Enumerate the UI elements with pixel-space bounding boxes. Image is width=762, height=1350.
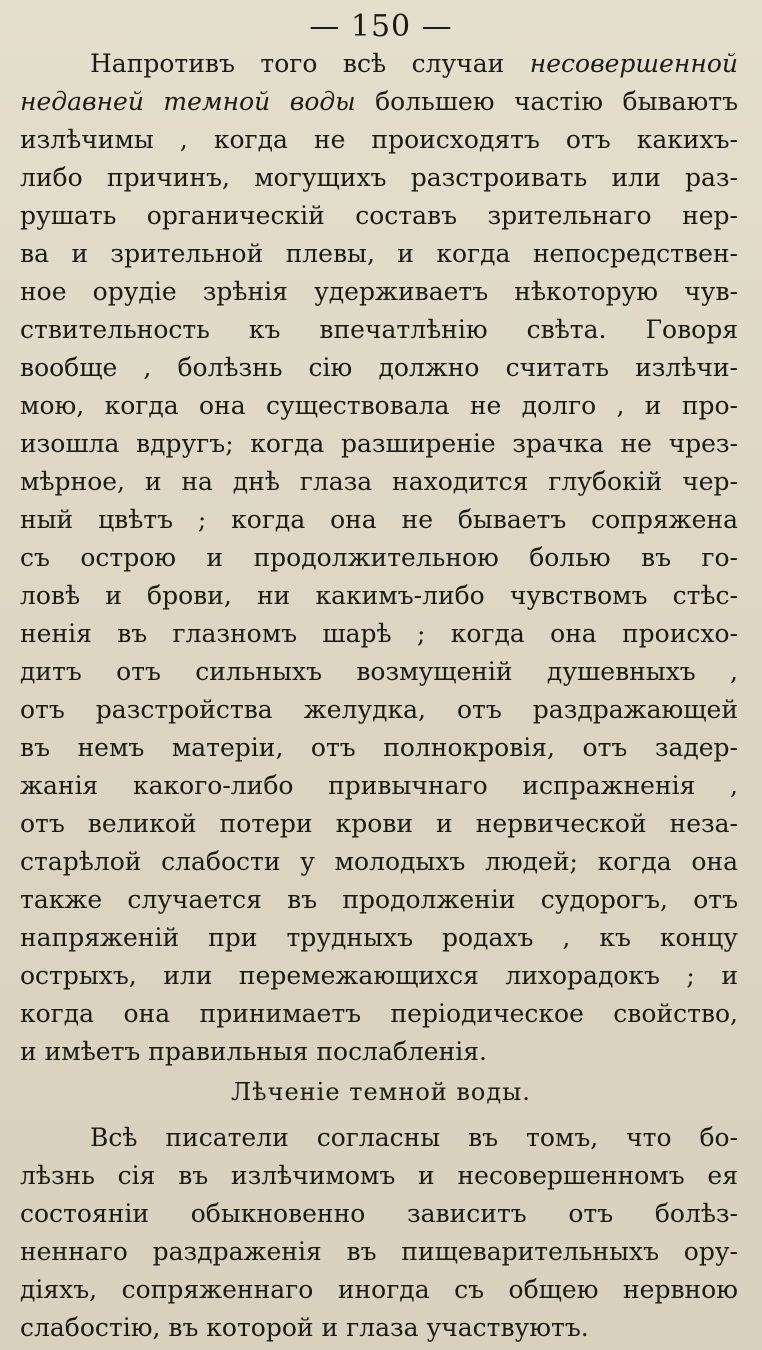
text-line: мѣрное, и на днѣ глаза находится глубокій чер-	[20, 467, 738, 496]
italic-term: несовершенной	[529, 49, 738, 78]
text-line: напряженій при трудныхъ родахъ , къ концу	[20, 923, 738, 952]
text-line: Всѣ писатели согласны въ томъ, что бо-	[90, 1123, 738, 1152]
text-line: ловѣ и брови, ни какимъ-либо чувствомъ стѣс-	[20, 581, 738, 610]
italic-term: недавней темной воды	[20, 87, 356, 116]
section-heading: Лѣченіе темной воды.	[231, 1078, 531, 1106]
text-run: большею частію бываютъ	[355, 87, 738, 116]
text-line: мою, когда она существовала не долго , и про-	[20, 391, 738, 420]
text-line: лѣзнь сія въ излѣчимомъ и несовершенномъ ея	[20, 1161, 738, 1190]
text-line: жанія какого-либо привычнаго испражненія ,	[20, 771, 738, 800]
text-line	[90, 44, 738, 84]
text-line: ный цвѣтъ ; когда она не бываетъ сопряжена	[20, 505, 738, 534]
text-line: острыхъ, или перемежающихся лихорадокъ ; и	[20, 961, 738, 990]
text-line: ненія въ глазномъ шарѣ ; когда она происхо-	[20, 619, 738, 648]
text-line: съ острою и продолжительною болью въ го-	[20, 543, 738, 572]
text-line	[20, 82, 738, 122]
text-line: изошла вдругъ; когда разширеніе зрачка не чрез-	[20, 429, 738, 458]
text-line: діяхъ, сопряженнаго иногда съ общею нервною	[20, 1275, 738, 1304]
text-line: старѣлой слабости у молодыхъ людей; когда она	[20, 847, 738, 876]
text-line: и имѣетъ правильныя послабленія.	[20, 1037, 487, 1066]
text-line: ва и зрительной плевы, и когда непосредствен-	[20, 239, 738, 268]
text-line: вообще , болѣзнь сію должно считать излѣчи-	[20, 353, 738, 382]
text-line: отъ великой потери крови и нервической неза-	[20, 809, 738, 838]
text-line: либо причинъ, могущихъ разстроивать или раз-	[20, 163, 738, 192]
text-line: въ немъ матеріи, отъ полнокровія, отъ задер-	[20, 733, 738, 762]
page-number: — 150 —	[309, 9, 453, 44]
text-line: состояніи обыкновенно зависитъ отъ болѣз-	[20, 1199, 738, 1228]
text-line: также случается въ продолженіи судорогъ, отъ	[20, 885, 738, 914]
text-line: дитъ отъ сильныхъ возмущеній душевныхъ ,	[20, 657, 738, 686]
text-line: ное орудіе зрѣнія удерживаетъ нѣкоторую чув-	[20, 277, 738, 306]
text-line: излѣчимы , когда не происходятъ отъ какихъ-	[20, 125, 738, 154]
text-line: ствительность къ впечатлѣнію свѣта. Говоря	[20, 315, 738, 344]
text-line: слабостію, въ которой и глаза участвуютъ.	[20, 1313, 589, 1342]
text-line: отъ разстройства желудка, отъ раздражающей	[20, 695, 738, 724]
text-line: когда она принимаетъ періодическое свойство,	[20, 999, 738, 1028]
text-line: рушать органическій составъ зрительнаго нер-	[20, 201, 738, 230]
text-run: Напротивъ того всѣ случаи	[90, 49, 530, 78]
text-line: неннаго раздраженія въ пищеварительныхъ ору-	[20, 1237, 738, 1266]
